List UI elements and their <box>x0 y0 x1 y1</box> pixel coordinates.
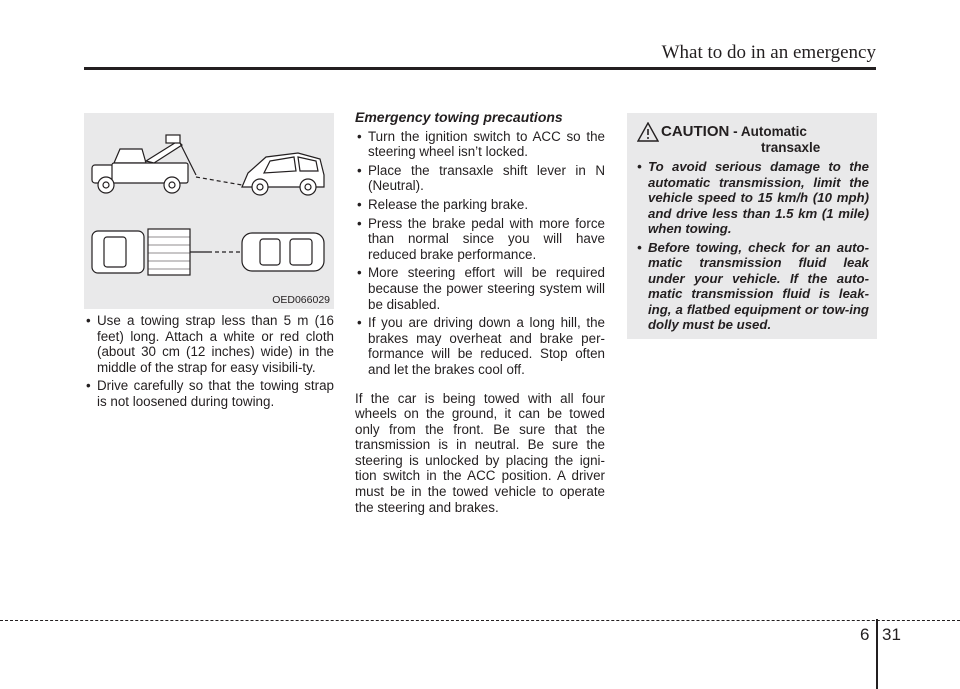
caution-label: CAUTION <box>661 123 730 140</box>
chapter-number: 6 <box>860 625 870 644</box>
figure-code: OED066029 <box>272 294 330 306</box>
list-item: • Release the parking brake. <box>355 197 605 213</box>
left-column <box>84 313 334 413</box>
list-item: • Drive carefully so that the towing strap is not loosened during towing. <box>84 378 334 409</box>
tow-truck-and-car-drawing <box>84 113 334 309</box>
caution-subtitle-line2: transaxle <box>761 140 821 155</box>
section-title: What to do in an emergency <box>661 42 876 63</box>
list-item: • More steering effort will be required because the power steering system will be disabled. <box>355 265 605 312</box>
caution-item: • To avoid serious damage to the automatic transmission, limit the vehicle speed to 15 km/h (10 mph) and drive less than 1.5 km (1 mile) when towing. <box>635 159 869 237</box>
caution-separator: - <box>729 124 741 139</box>
list-item: • Use a towing strap less than 5 m (16 feet) long. Attach a white or red cloth (about 30 cm (12 inches) wide) in the middle of the strap for easy visibili-ty. <box>84 313 334 375</box>
caution-subtitle: Automatic <box>740 124 807 139</box>
list-item: • If you are driving down a long hill, the brakes may overheat and brake per-formance will be reduced. Stop often and let the brakes cool off. <box>355 315 605 377</box>
warning-triangle-icon <box>637 122 659 142</box>
header-rule <box>84 67 876 70</box>
section-heading: Emergency towing precautions <box>355 109 563 125</box>
list-item: • Place the transaxle shift lever in N (Neutral). <box>355 163 605 194</box>
list-item: • Turn the ignition switch to ACC so the steering wheel isn’t locked. <box>355 129 605 160</box>
caution-item: • Before towing, check for an auto-matic transmission fluid leak under your vehicle. If the auto-matic transmission fluid is leak-ing, a flatbed equipment or tow-ing dolly must be used. <box>635 240 869 333</box>
towing-illustration <box>84 113 334 309</box>
footer-rule <box>0 620 960 621</box>
caution-title <box>661 124 871 156</box>
caution-box <box>627 113 877 339</box>
page-number-divider <box>876 619 878 689</box>
page-number: 31 <box>882 625 901 644</box>
middle-column <box>355 110 605 515</box>
body-paragraph: If the car is being towed with all four wheels on the ground, it can be towed only from the front. Be sure that the transmission is in neutral. Be sure the steering is unlocked by placing the igni-tion switch in the ACC position. A driver must be in the towed vehicle to operate the steering and brakes. <box>355 390 605 515</box>
list-item: • Press the brake pedal with more force than normal since you will have reduced brake performance. <box>355 216 605 263</box>
